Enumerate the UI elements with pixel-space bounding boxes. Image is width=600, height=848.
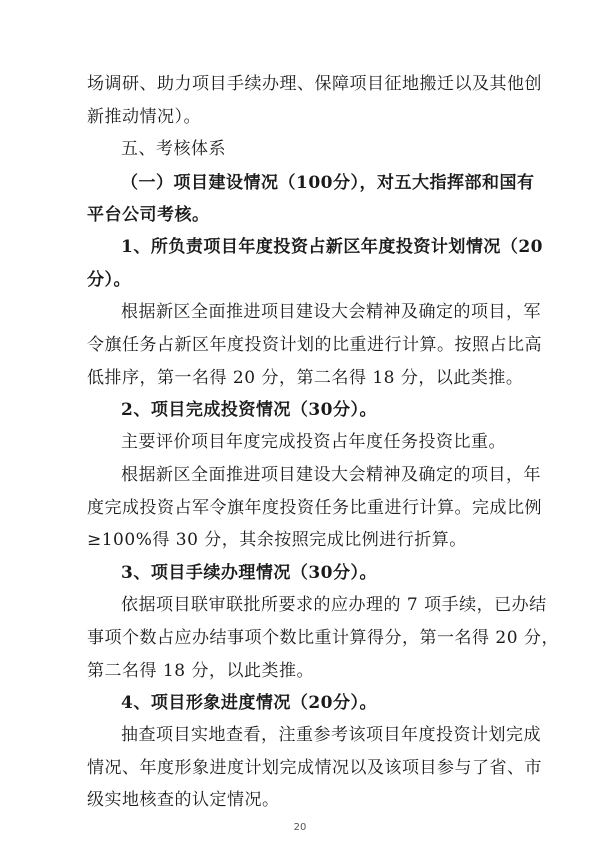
subsection-heading: （一）项目建设情况（100分），对五大指挥部和国有 bbox=[121, 173, 535, 193]
text-line: 令旗任务占新区年度投资计划的比重进行计算。按照占比高 bbox=[87, 335, 542, 355]
text-line: 事项个数占应办结事项个数比重计算得分，第一名得 20 分， bbox=[87, 628, 559, 648]
text-line: 抽查项目实地查看，注重参考该项目年度投资计划完成 bbox=[121, 725, 541, 745]
text-line: 第二名得 18 分，以此类推。 bbox=[87, 661, 314, 681]
section-heading: 五、考核体系 bbox=[121, 139, 226, 159]
text-line: 主要评价项目年度完成投资占年度任务投资比重。 bbox=[121, 432, 506, 452]
item-heading: 4、项目形象进度情况（20分）。 bbox=[121, 693, 377, 713]
text-line: 新推动情况）。 bbox=[87, 107, 201, 127]
text-line: 根据新区全面推进项目建设大会精神及确定的项目，军 bbox=[121, 302, 541, 322]
text-line: 情况、年度形象进度计划完成情况以及该项目参与了省、市 bbox=[87, 758, 542, 778]
text-line: 级实地核查的认定情况。 bbox=[87, 790, 280, 810]
text-line: 低排序，第一名得 20 分，第二名得 18 分，以此类推。 bbox=[87, 368, 524, 388]
text-line: 场调研、助力项目手续办理、保障项目征地搬迁以及其他创 bbox=[87, 74, 542, 94]
text-line: ≥100%得 30 分，其余按照完成比例进行折算。 bbox=[87, 530, 467, 550]
text-line: 度完成投资占军令旗年度投资任务比重进行计算。完成比例 bbox=[87, 498, 542, 518]
subsection-heading-continued: 平台公司考核。 bbox=[87, 205, 210, 225]
item-heading: 1、所负责项目年度投资占新区年度投资计划情况（20 bbox=[121, 237, 543, 257]
item-heading-continued: 分）。 bbox=[87, 270, 131, 290]
item-heading: 2、项目完成投资情况（30分）。 bbox=[121, 400, 377, 420]
text-line: 依据项目联审联批所要求的应办理的 7 项手续，已办结 bbox=[121, 595, 547, 615]
text-line: 根据新区全面推进项目建设大会精神及确定的项目，年 bbox=[121, 465, 541, 485]
page-number: 20 bbox=[293, 822, 307, 833]
item-heading: 3、项目手续办理情况（30分）。 bbox=[121, 563, 377, 583]
